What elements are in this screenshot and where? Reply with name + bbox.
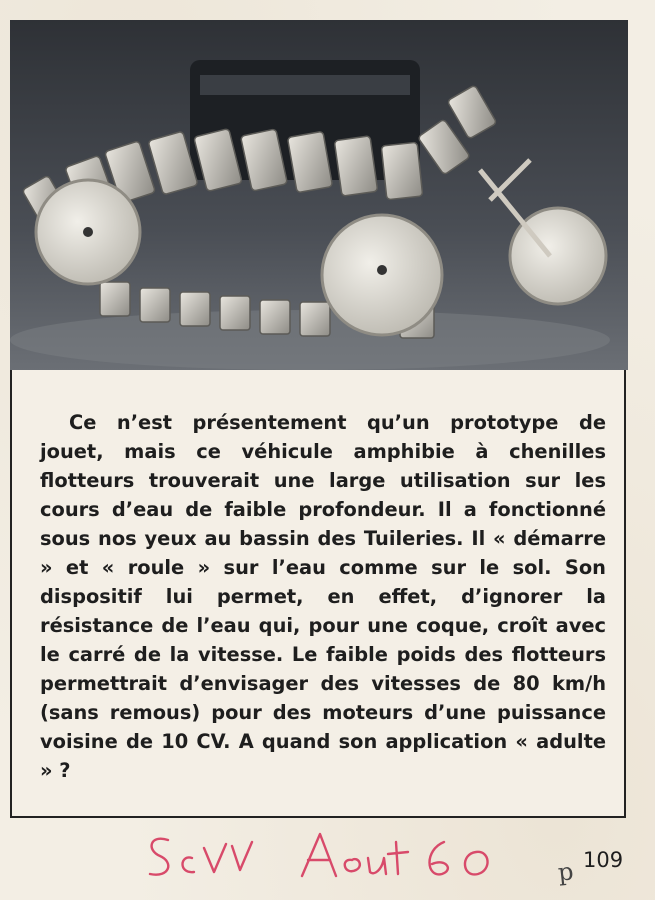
page-letter-annotation: p (556, 857, 575, 887)
caption-text: Ce n’est présentement qu’un prototype de jouet, mais ce véhicule amphibie à chenilles flotteurs trouverait une large utilisation sur les cours d’eau de faible profondeur. Il a fonctionné sous nos yeux au bassin des Tuileries. Il « démarre » et « roule » sur l’eau comme sur le sol. Son dispositif lui permet, en effet, d’ignorer la résistance de l’eau qui, pour une coque, croît avec le carré de la vitesse. Le faible poids des flotteurs permettrait d’envisager des vitesses de 80 km/h (sans remous) pour des moteurs d’une puissance voisine de 10 CV. A quand son application « adulte » ? (40, 411, 606, 782)
handwritten-note (140, 820, 520, 890)
page-number: 109 (583, 848, 624, 872)
caption-box (10, 370, 626, 818)
annotation-area (0, 812, 655, 900)
vehicle-photo (10, 20, 628, 370)
